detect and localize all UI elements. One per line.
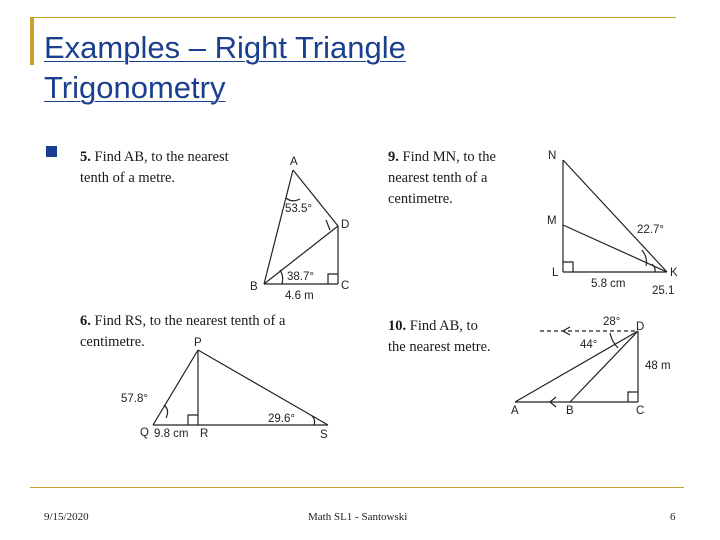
p10-right-angle-mark — [628, 392, 638, 402]
p9-label-k: K — [670, 267, 678, 279]
problem-5-diagram — [264, 170, 338, 284]
title-line-1: Examples – Right Triangle — [44, 30, 406, 65]
p9-angle-top: 22.7° — [637, 224, 664, 236]
problem-9-line-3: centimetre. — [388, 191, 453, 207]
p9-angle-bottom: 25.1 — [652, 285, 675, 297]
p6-side-pq — [153, 350, 198, 425]
p10-label-c: C — [636, 405, 645, 417]
problem-9-diagram — [563, 160, 667, 272]
p10-angle-top: 28° — [603, 316, 621, 328]
problem-6-line-2: centimetre. — [80, 334, 145, 350]
problem-6-number: 6. — [80, 313, 91, 329]
problem-10-line-1: Find AB, to — [409, 318, 478, 334]
p6-right-angle-mark — [188, 415, 198, 425]
problem-9-line-2: nearest tenth of a — [388, 170, 488, 186]
p5-angle-bottom: 38.7° — [287, 271, 314, 283]
p5-angle-arc-top — [286, 198, 300, 201]
p6-angle-arc-left — [164, 405, 168, 418]
p6-side-length: 9.8 cm — [154, 428, 189, 440]
p9-right-angle-mark — [563, 262, 573, 272]
footer-course: Math SL1 - Santowski — [308, 511, 408, 523]
p6-side-ps — [198, 350, 328, 425]
p9-label-m: M — [547, 215, 557, 227]
problem-5-number: 5. — [80, 149, 91, 165]
footer-page-number: 6 — [670, 511, 676, 523]
p6-angle-right: 29.6° — [268, 413, 295, 425]
p9-label-l: L — [552, 267, 559, 279]
p5-label-b: B — [250, 281, 258, 293]
p5-side-length: 4.6 m — [285, 290, 314, 302]
problem-5-line-1: Find AB, to the nearest — [94, 149, 229, 165]
problem-10-diagram — [515, 327, 638, 407]
p5-label-c: C — [341, 280, 350, 292]
p9-angle-arc-top — [642, 250, 647, 266]
p6-label-q: Q — [140, 427, 149, 439]
p6-label-p: P — [194, 337, 202, 349]
problem-5-line-2: tenth of a metre. — [80, 170, 176, 186]
p9-side-length: 5.8 cm — [591, 278, 626, 290]
footer-date: 9/15/2020 — [44, 511, 89, 523]
p10-side-ad — [515, 331, 638, 402]
problem-10-line-2: the nearest metre. — [388, 339, 491, 355]
p9-side-nk — [563, 160, 667, 272]
problem-9-line-1: Find MN, to the — [402, 149, 496, 165]
p5-label-a: A — [290, 156, 298, 168]
p5-angle-top: 53.5° — [285, 203, 312, 215]
p5-angle-arc-bottom — [280, 270, 283, 284]
p5-right-angle-mark — [328, 274, 338, 284]
p6-angle-left: 57.8° — [121, 393, 148, 405]
p10-angle-arc — [610, 333, 618, 348]
p10-side-length: 48 m — [645, 360, 671, 372]
p5-side-ab — [264, 170, 293, 284]
title-line-2: Trigonometry — [44, 70, 226, 105]
problem-6-diagram — [153, 350, 328, 425]
p9-label-n: N — [548, 150, 557, 162]
p6-label-r: R — [200, 428, 209, 440]
problem-9-number: 9. — [388, 149, 399, 165]
p5-side-ad — [293, 170, 338, 226]
p10-label-b: B — [566, 405, 574, 417]
problem-10-number: 10. — [388, 318, 407, 334]
p10-label-a: A — [511, 405, 519, 417]
p6-label-s: S — [320, 429, 328, 441]
p5-right-angle-mark-d — [326, 220, 330, 230]
problem-6-line-1: Find RS, to the nearest tenth of a — [94, 313, 286, 329]
p10-angle-inner: 44° — [580, 339, 598, 351]
p5-label-d: D — [341, 219, 350, 231]
p9-angle-arc-bottom — [652, 264, 655, 272]
p10-label-d: D — [636, 321, 645, 333]
